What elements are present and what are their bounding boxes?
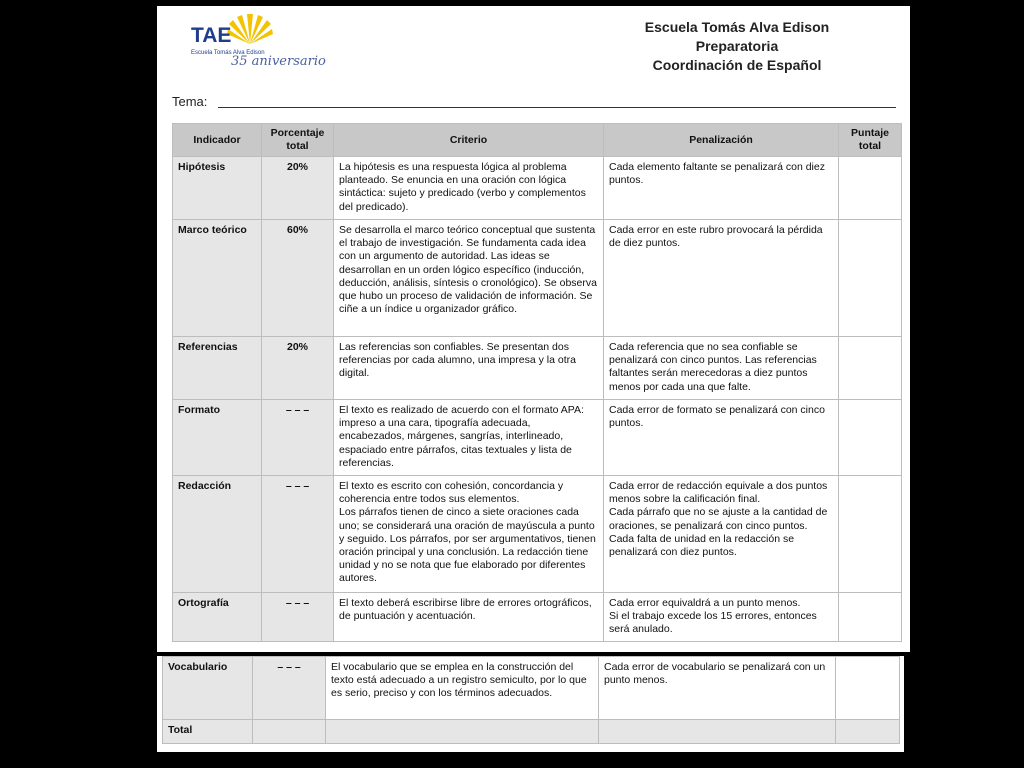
indicator-cell: Total xyxy=(163,720,253,744)
score-cell[interactable] xyxy=(839,220,902,337)
school-level: Preparatoria xyxy=(695,38,779,54)
penalty-cell: Cada error en este rubro provocará la pérdida de diez puntos. xyxy=(604,220,839,337)
penalty-cell xyxy=(599,720,836,744)
indicator-cell: Referencias xyxy=(173,337,262,400)
score-cell[interactable] xyxy=(839,157,902,220)
penalty-cell: Cada error equivaldrá a un punto menos. Si el trabajo excede los 15 errores, entonces será anulado. xyxy=(604,593,839,642)
tema-field xyxy=(172,94,896,110)
school-heading xyxy=(622,18,852,75)
percentage-cell: – – – xyxy=(262,400,334,476)
criterion-cell: El texto deberá escribirse libre de errores ortográficos, de puntuación y acentuación. xyxy=(334,593,604,642)
table-row xyxy=(163,657,900,720)
penalty-cell: Cada error de formato se penalizará con cinco puntos. xyxy=(604,400,839,476)
table-row xyxy=(173,476,902,593)
percentage-cell: – – – xyxy=(262,476,334,593)
percentage-cell: – – – xyxy=(262,593,334,642)
criterion-cell: La hipótesis es una respuesta lógica al problema planteado. Se enuncia en una oración con lógica sintáctica: sujeto y predicado (verbo y complementos del predicado). xyxy=(334,157,604,220)
penalty-cell: Cada error de redacción equivale a dos puntos menos sobre la calificación final. Cada párrafo que no se ajuste a la cantidad de oraciones, se penalizará con cinco puntos. Cada falta de unidad en la redacción se penalizará con diez puntos. xyxy=(604,476,839,593)
table-row xyxy=(173,337,902,400)
document-page-2-fragment xyxy=(157,656,904,752)
table-row xyxy=(173,220,902,337)
column-header: Indicador xyxy=(173,124,262,157)
penalty-cell: Cada referencia que no sea confiable se penalizará con cinco puntos. Las referencias faltantes serán merecedoras a diez puntos menos por cada una que falte. xyxy=(604,337,839,400)
percentage-cell: 60% xyxy=(262,220,334,337)
school-name: Escuela Tomás Alva Edison xyxy=(644,19,830,35)
tema-label: Tema: xyxy=(172,94,208,109)
score-cell[interactable] xyxy=(839,476,902,593)
criterion-cell: El vocabulario que se emplea en la construcción del texto está adecuado a un registro semiculto, por lo que es serio, preciso y con los términos adecuados. xyxy=(326,657,599,720)
percentage-cell: – – – xyxy=(253,657,326,720)
criterion-cell: El texto es escrito con cohesión, concordancia y coherencia entre todos sus elementos. Los párrafos tienen de cinco a siete oraciones cada uno; se considerará una oración de mayúscula a punto y seguido. Los párrafos, por ser argumentativos, tienen oración principal y una conclusión. La redacción tiene unidad y no se nota que fue elaborado por diferentes autores. xyxy=(334,476,604,593)
percentage-cell xyxy=(253,720,326,744)
rubric-table xyxy=(172,123,902,642)
table-row xyxy=(173,157,902,220)
score-cell[interactable] xyxy=(839,593,902,642)
column-header: Penalización xyxy=(604,124,839,157)
rubric-table-continuation xyxy=(162,656,900,744)
penalty-cell: Cada elemento faltante se penalizará con diez puntos. xyxy=(604,157,839,220)
criterion-cell: El texto es realizado de acuerdo con el formato APA: impreso a una cara, tipografía adecuada, encabezados, márgenes, sangrías, interlineado, espaciado entre párrafos, citas textuales y lista de referencias. xyxy=(334,400,604,476)
criterion-cell: Las referencias son confiables. Se presentan dos referencias por cada alumno, una impresa y la otra digital. xyxy=(334,337,604,400)
indicator-cell: Redacción xyxy=(173,476,262,593)
indicator-cell: Hipótesis xyxy=(173,157,262,220)
penalty-cell: Cada error de vocabulario se penalizará con un punto menos. xyxy=(599,657,836,720)
sun-logo-icon xyxy=(227,12,273,46)
school-department: Coordinación de Español xyxy=(652,57,822,73)
score-cell[interactable] xyxy=(836,657,900,720)
score-cell[interactable] xyxy=(839,400,902,476)
indicator-cell: Marco teórico xyxy=(173,220,262,337)
logo-school-small: Escuela Tomás Alva Edison xyxy=(191,50,265,56)
table-row xyxy=(173,400,902,476)
percentage-cell: 20% xyxy=(262,337,334,400)
table-row xyxy=(163,720,900,744)
score-cell[interactable] xyxy=(839,337,902,400)
table-header-row xyxy=(173,124,902,157)
school-logo xyxy=(191,10,341,86)
column-header: Porcentaje total xyxy=(262,124,334,157)
table-row xyxy=(173,593,902,642)
indicator-cell: Ortografía xyxy=(173,593,262,642)
logo-acronym: TAE xyxy=(191,24,232,47)
criterion-cell: Se desarrolla el marco teórico conceptual que sustenta el trabajo de investigación. Se fundamenta cada idea con un argumento de autoridad. Las ideas se desarrollan en un orden lógico específico (inducción, deducción, análisis, síntesis o cronológico). Se observa que hubo un proceso de validación de información. Se ciñe a un índice u organizador gráfico. xyxy=(334,220,604,337)
column-header: Puntaje total xyxy=(839,124,902,157)
indicator-cell: Formato xyxy=(173,400,262,476)
criterion-cell xyxy=(326,720,599,744)
score-cell[interactable] xyxy=(836,720,900,744)
column-header: Criterio xyxy=(334,124,604,157)
logo-anniversary: 35 aniversario xyxy=(231,54,326,69)
indicator-cell: Vocabulario xyxy=(163,657,253,720)
percentage-cell: 20% xyxy=(262,157,334,220)
tema-line xyxy=(218,107,896,108)
document-page-1 xyxy=(157,6,910,652)
